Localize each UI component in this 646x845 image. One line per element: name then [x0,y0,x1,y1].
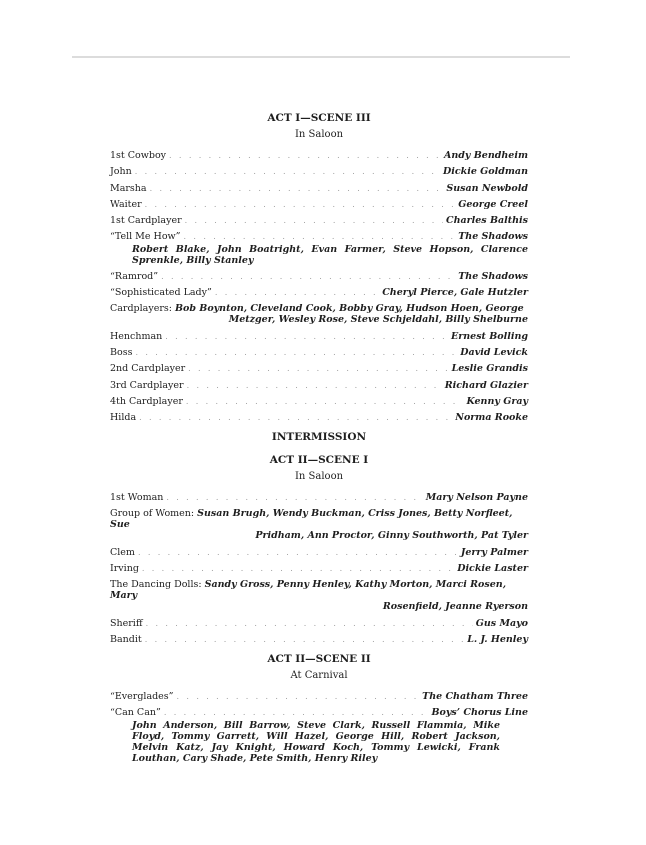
actor-name: Dickie Laster [457,563,528,575]
dot-leader [139,412,452,423]
dancing-dolls-block [110,579,528,612]
actor-name: Gus Mayo [475,617,528,629]
actor-name: Leslie Grandis [451,363,528,375]
cast-row-sophisticated-lady [110,287,528,298]
act1-scene3-heading: ACT I—SCENE III [267,112,371,124]
actor-name: Andy Bendheim [444,150,528,161]
dot-leader [166,492,422,503]
cast-row [110,547,528,558]
dot-leader [146,618,473,629]
cast-row [110,166,528,177]
group-members: Robert Blake, John Boatright, Evan Farmer, Steve Hopson, Clarence Sprenkle, Billy Stanley [132,243,528,266]
cast-row-ramrod [110,271,528,282]
act2-scene1-setting: In Saloon [294,471,344,483]
song-title: “Can Can” [110,707,161,719]
act2-scene2-setting: At Carnival [290,669,348,681]
dot-leader [164,707,429,718]
role-name: Hilda [110,412,137,424]
group-names-line1: Bob Boynton, Cleveland Cook, Bobby Gray, Hudson Hoen, George [174,303,524,315]
dot-leader [138,547,458,558]
cast-row [110,331,528,342]
role-name: Sheriff [110,617,143,629]
group-names-line2: Pridham, Ann Proctor, Ginny Southworth, Pat Tyler [255,530,528,542]
intermission-heading: INTERMISSION [271,431,367,444]
role-name: Clem [110,546,135,558]
dot-leader [135,166,440,177]
dot-leader [185,215,443,226]
dot-leader [135,347,457,358]
role-name: Bandit [110,633,142,645]
actor-name: George Creel [458,198,528,210]
role-name: Waiter [110,198,142,210]
role-name: 2nd Cardplayer [110,363,186,375]
actor-name: L. J. Henley [467,633,528,645]
actor-name: Ernest Bolling [451,330,528,342]
dot-leader [188,363,448,374]
role-name: 3rd Cardplayer [110,379,184,391]
actor-name: Jerry Palmer [460,546,528,558]
dot-leader [165,331,448,342]
cast-row [110,215,528,226]
group-of-women-block [110,508,528,541]
act2-scene2-heading: ACT II—SCENE II [267,652,371,665]
actor-name: The Shadows [458,270,528,282]
cast-row [110,380,528,391]
top-rule [72,56,570,58]
song-title: “Ramrod” [110,270,159,282]
dot-leader [186,396,464,407]
role-name: Marsha [110,182,147,194]
actor-name: The Shadows [458,231,528,243]
actor-name: Kenny Gray [466,395,528,407]
group-names-line2: Rosenfield, Jeanne Ryerson [382,601,528,613]
song-title: “Sophisticated Lady” [110,287,212,299]
actor-name: Boys’ Chorus Line [431,707,528,719]
cast-row-tell-me-how [110,231,528,242]
dot-leader [145,634,465,645]
cast-row [110,634,528,645]
dot-leader [184,231,456,242]
dot-leader [215,287,379,298]
role-name: Irving [110,563,139,575]
actor-name: The Chatham Three [422,690,528,702]
group-label: The Dancing Dolls: [110,579,202,591]
dot-leader [142,563,454,574]
group-names-line1: Sandy Gross, Penny Henley, Kathy Morton, Marci Rosen, Mary [110,579,507,602]
group-names-line1: Susan Brugh, Wendy Buckman, Criss Jones, Betty Norfleet, Sue [110,508,513,531]
cast-row [110,150,528,161]
role-name: Boss [110,346,133,358]
actor-name: Richard Glazier [444,379,528,391]
cast-row [110,492,528,503]
dot-leader [177,691,420,702]
cast-row [110,199,528,210]
dot-leader [161,271,455,282]
cast-row [110,183,528,194]
song-title: “Everglades” [110,690,174,702]
cast-row [110,618,528,629]
role-name: 1st Cardplayer [110,215,182,227]
song-title: “Tell Me How” [110,231,181,243]
actor-name: Mary Nelson Payne [425,492,528,504]
actor-name: Cheryl Pierce, Gale Hutzler [382,287,528,299]
actor-name: Charles Balthis [446,215,528,227]
dot-leader [150,183,444,194]
role-name: 4th Cardplayer [110,395,183,407]
dot-leader [169,150,441,161]
dot-leader [187,380,442,391]
act1-scene3-setting: In Saloon [294,129,344,140]
actor-name: David Levick [460,346,528,358]
role-name: 1st Woman [110,492,164,504]
role-name: Henchman [110,330,163,342]
group-label: Cardplayers: [110,303,172,315]
role-name: John [110,166,132,178]
dot-leader [145,199,456,210]
actor-name: Dickie Goldman [443,166,528,178]
act2-scene1-heading: ACT II—SCENE I [269,454,369,467]
actor-name: Norma Rooke [455,412,528,424]
cast-row [110,396,528,407]
cast-row [110,363,528,374]
cast-row-everglades [110,691,528,702]
actor-name: Susan Newbold [446,182,528,194]
cast-row [110,563,528,574]
program-content [110,110,528,769]
role-name: 1st Cowboy [110,150,167,161]
group-label: Group of Women: [110,508,195,520]
cast-row [110,347,528,358]
cast-row-can-can [110,707,528,718]
cast-row [110,412,528,423]
group-names-line2: Metzger, Wesley Rose, Steve Schjeldahl, Billy Shelburne [228,314,528,326]
cardplayers-block [110,303,528,325]
group-members: John Anderson, Bill Barrow, Steve Clark, Russell Flammia, Mike Floyd, Tommy Garrett, Will Hazel, George Hill, Robert Jackson, Melvin Katz, Jay Knight, Howard Koch, Tommy Lewicki, Frank Louthan, Cary Shade, Pete Smith, Henry Riley [132,719,500,764]
